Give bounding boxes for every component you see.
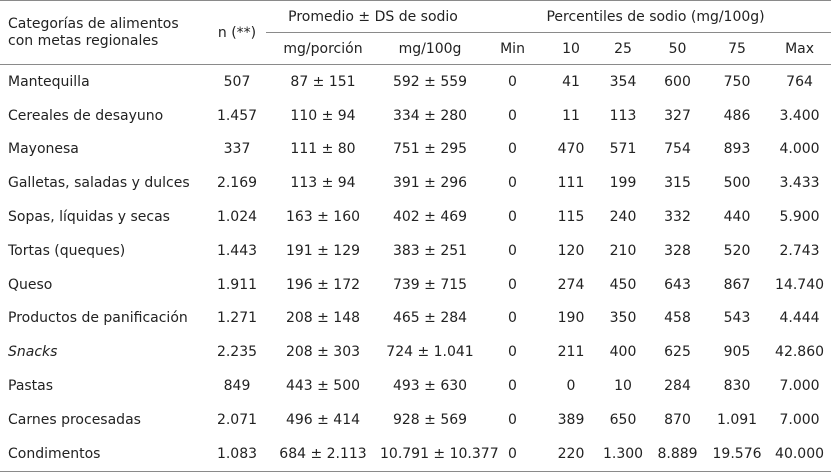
cell-n: 849 [223,378,251,395]
cell-p75: 19.576 [706,437,768,471]
cell-n: 507 [223,73,251,90]
cell-p50: 327 [664,107,691,124]
table-body [0,65,831,472]
cell-min: 0 [508,141,517,158]
cell-n: 1.457 [216,107,258,124]
cell-mg-100g: 739 ± 715 [392,276,468,293]
cell-p75: 893 [723,141,751,158]
cell-mg-porcion: 87 ± 151 [290,73,356,90]
cell-p10: 120 [557,242,585,259]
cell-mg-100g: 383 ± 251 [392,242,468,259]
cell-category: Tortas (queques) [8,242,126,259]
cell-p10: 11 [562,107,580,124]
cell-p50: 315 [664,175,691,192]
cell-mg-porcion: 111 ± 80 [290,141,356,158]
cell-min: 0 [508,276,517,293]
cell-p25: 354 [609,73,637,90]
cell-mg-porcion: 684 ± 2.113 [266,437,380,471]
cell-max: 40.000 [768,437,831,471]
header-mean-group: Promedio ± DS de sodio [266,1,480,33]
header-p25: 25 [597,33,649,65]
cell-mg-porcion: 443 ± 500 [285,378,361,395]
cell-min: 0 [508,378,517,395]
cell-max: 764 [786,73,813,90]
cell-p25: 199 [609,175,637,192]
header-category: Categorías de alimentos con metas regionales [0,1,208,65]
cell-category: Condimentos [0,437,208,471]
cell-p50: 332 [664,209,691,226]
cell-min: 0 [480,437,545,471]
cell-p25: 113 [609,107,637,124]
cell-p10: 389 [557,411,585,428]
cell-max: 7.000 [779,378,820,395]
cell-n: 1.911 [216,276,258,293]
cell-min: 0 [508,310,517,327]
table-row [0,200,831,234]
cell-p75: 1.091 [716,411,758,428]
cell-n: 1.024 [216,209,258,226]
cell-p50: 8.889 [649,437,706,471]
cell-p25: 1.300 [597,437,649,471]
header-mg-100g: mg/100g [380,33,480,65]
cell-mg-porcion: 208 ± 303 [285,344,361,361]
cell-p25: 650 [609,411,637,428]
cell-category: Snacks [8,344,58,361]
cell-p10: 111 [557,175,585,192]
header-p75: 75 [706,33,768,65]
cell-n: 1.271 [216,310,258,327]
table-row [0,166,831,200]
cell-max: 14.740 [775,276,825,293]
cell-p10: 0 [566,378,576,395]
cell-p25: 10 [614,378,632,395]
table-row [0,99,831,133]
cell-p10: 115 [557,209,585,226]
cell-min: 0 [508,242,517,259]
cell-p75: 905 [723,344,751,361]
cell-category: Galletas, saladas y dulces [8,175,190,192]
cell-p50: 600 [664,73,691,90]
cell-max: 7.000 [779,411,820,428]
cell-p75: 500 [723,175,751,192]
cell-max: 2.743 [779,242,820,259]
cell-mg-porcion: 163 ± 160 [285,209,361,226]
cell-p75: 750 [723,73,751,90]
header-percentiles-group: Percentiles de sodio (mg/100g) [480,1,831,33]
cell-p75: 486 [723,107,751,124]
table-row [0,234,831,268]
cell-min: 0 [508,411,517,428]
cell-mg-porcion: 191 ± 129 [285,242,361,259]
cell-p50: 458 [664,310,691,327]
cell-p25: 240 [609,209,637,226]
cell-mg-100g: 334 ± 280 [392,107,468,124]
table-row [0,369,831,403]
cell-n: 337 [223,141,251,158]
cell-mg-100g: 10.791 ± 10.377 [380,437,480,471]
header-p50: 50 [649,33,706,65]
cell-p10: 470 [557,141,585,158]
cell-category: Carnes procesadas [8,411,141,428]
cell-max: 4.000 [779,141,820,158]
table-row [0,268,831,302]
cell-n: 2.071 [216,411,258,428]
table-row [0,437,831,471]
table-row [0,403,831,437]
cell-p75: 543 [723,310,751,327]
cell-min: 0 [508,175,517,192]
header-n: n (**) [208,1,266,65]
cell-mg-100g: 391 ± 296 [392,175,468,192]
cell-category: Mayonesa [8,141,79,158]
cell-p25: 400 [609,344,637,361]
cell-p50: 754 [664,141,691,158]
cell-p25: 571 [609,141,637,158]
cell-min: 0 [508,344,517,361]
cell-max: 3.433 [779,175,820,192]
cell-category: Pastas [8,378,54,395]
cell-category: Productos de panificación [8,310,188,327]
cell-p25: 210 [609,242,637,259]
cell-n: 2.235 [216,344,258,361]
cell-p50: 625 [664,344,691,361]
cell-p25: 450 [609,276,637,293]
cell-p10: 190 [557,310,585,327]
header-mg-porcion: mg/porción [266,33,380,65]
cell-n: 2.169 [216,175,258,192]
table-row [0,133,831,167]
table-row [0,65,831,99]
cell-p10: 274 [557,276,585,293]
cell-category: Mantequilla [8,73,90,90]
cell-max: 4.444 [779,310,820,327]
cell-mg-porcion: 196 ± 172 [285,276,361,293]
cell-mg-100g: 493 ± 630 [392,378,468,395]
cell-max: 42.860 [775,344,825,361]
cell-max: 5.900 [779,209,820,226]
header-p10: 10 [545,33,597,65]
cell-category: Queso [8,276,53,293]
cell-min: 0 [508,209,517,226]
cell-p50: 870 [664,411,691,428]
cell-p75: 867 [723,276,751,293]
cell-n: 1.443 [216,242,258,259]
cell-p25: 350 [609,310,637,327]
cell-n: 1.083 [208,437,266,471]
cell-max: 3.400 [779,107,820,124]
header-max: Max [768,33,831,65]
cell-min: 0 [508,107,517,124]
cell-p75: 830 [723,378,751,395]
cell-p50: 328 [664,242,691,259]
cell-min: 0 [508,73,517,90]
cell-mg-100g: 592 ± 559 [392,73,468,90]
cell-mg-100g: 751 ± 295 [392,141,468,158]
header-min: Min [480,33,545,65]
cell-p50: 284 [664,378,691,395]
cell-mg-100g: 402 ± 469 [392,209,468,226]
cell-p10: 41 [562,73,580,90]
cell-mg-porcion: 110 ± 94 [290,107,356,124]
cell-mg-100g: 724 ± 1.041 [386,344,474,361]
cell-mg-100g: 928 ± 569 [392,411,468,428]
cell-p10: 220 [545,437,597,471]
cell-category: Sopas, líquidas y secas [8,209,170,226]
cell-p75: 520 [723,242,751,259]
cell-p50: 643 [664,276,691,293]
cell-p10: 211 [557,344,585,361]
cell-mg-porcion: 208 ± 148 [285,310,361,327]
table-row [0,302,831,336]
cell-p75: 440 [723,209,751,226]
cell-mg-porcion: 496 ± 414 [285,411,361,428]
cell-mg-100g: 465 ± 284 [392,310,468,327]
cell-mg-porcion: 113 ± 94 [290,175,356,192]
cell-category: Cereales de desayuno [8,107,164,124]
table-row [0,335,831,369]
